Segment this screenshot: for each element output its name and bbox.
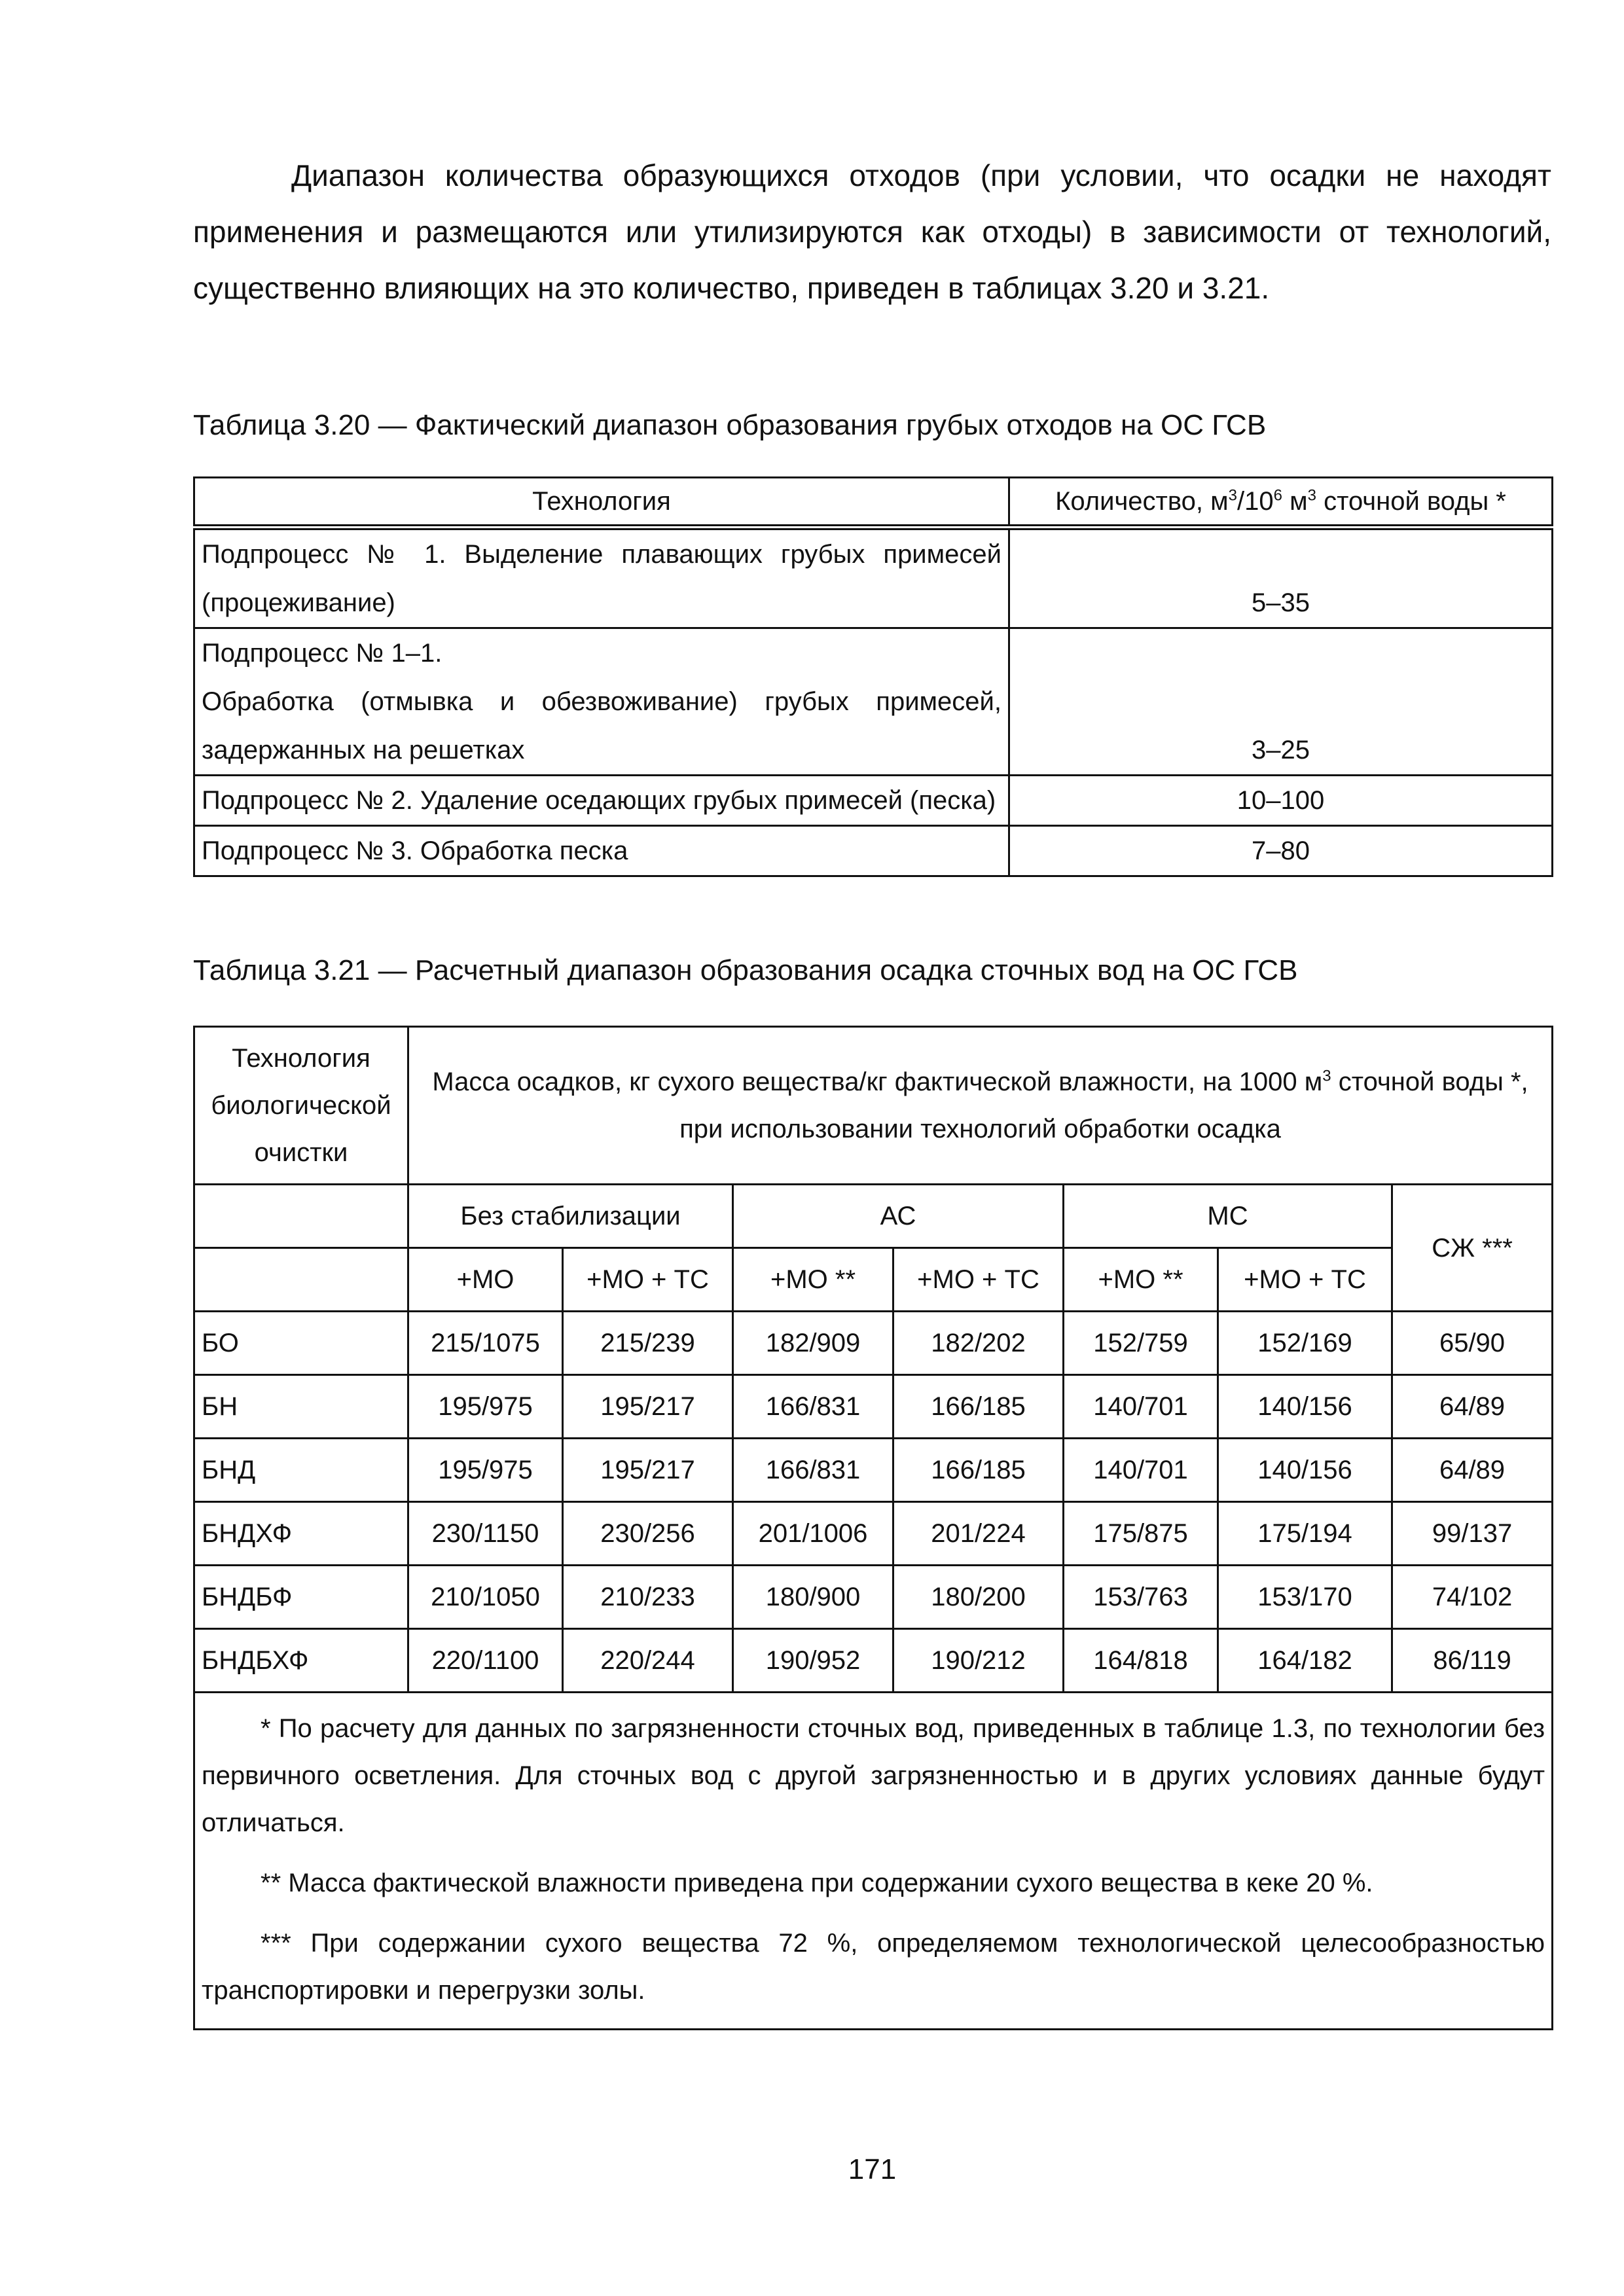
technology-cell: Подпроцесс № 3. Обработка песка [194,826,1009,876]
value-cell: 86/119 [1392,1629,1553,1693]
value-cell: 195/217 [563,1375,733,1439]
table-header-row [194,1027,1553,1185]
value-cell: 152/169 [1218,1312,1392,1375]
intro-paragraph: Диапазон количества образующихся отходов (при условии, что осадки не находят применения и размещаются или утилизируются как отходы) в зависимости от технологий, существенно влияющих на это количество, приведен в таблицах 3.20 и 3.21. [193,158,1551,305]
value-cell: 230/256 [563,1502,733,1566]
table-row [194,826,1553,876]
value-cell: 166/185 [893,1375,1064,1439]
value-cell: 175/194 [1218,1502,1392,1566]
quantity-cell: 5–35 [1009,528,1553,628]
value-cell: 180/900 [733,1566,893,1629]
value-cell: 210/1050 [408,1566,563,1629]
value-cell: 210/233 [563,1566,733,1629]
table-row [194,776,1553,826]
group-no-stabilization: Без стабилизации [408,1185,733,1248]
value-cell: 220/244 [563,1629,733,1693]
table-row [194,1312,1553,1375]
value-cell: 195/975 [408,1439,563,1502]
value-cell: 153/170 [1218,1566,1392,1629]
value-cell: 180/200 [893,1566,1064,1629]
table-group-row [194,1185,1553,1248]
document-page [193,0,1551,2296]
group-as: АС [733,1185,1064,1248]
technology-cell: Подпроцесс № 1–1. Обработка (отмывка и обезвоживание) грубых примесей, задержанных на решетках [194,628,1009,776]
group-ms: МС [1064,1185,1392,1248]
value-cell: 182/909 [733,1312,893,1375]
value-cell: 215/1075 [408,1312,563,1375]
table-row [194,1566,1553,1629]
value-cell: 182/202 [893,1312,1064,1375]
table-row [194,1629,1553,1693]
subheader-cell: +МО + ТС [563,1248,733,1312]
value-cell: 164/818 [1064,1629,1218,1693]
value-cell: 230/1150 [408,1502,563,1566]
value-cell: 140/701 [1064,1439,1218,1502]
header-technology: Технология биологической очистки [194,1027,408,1185]
page-number: 171 [848,2153,897,2185]
value-cell: 220/1100 [408,1629,563,1693]
header-technology: Технология [194,478,1009,528]
value-cell: 175/875 [1064,1502,1218,1566]
value-cell: 195/975 [408,1375,563,1439]
value-cell: 166/831 [733,1439,893,1502]
table-row [194,1375,1553,1439]
value-cell: 190/212 [893,1629,1064,1693]
table-3-21 [193,1026,1553,2030]
quantity-cell: 3–25 [1009,628,1553,776]
tech-cell: БН [194,1375,408,1439]
value-cell: 166/185 [893,1439,1064,1502]
value-cell: 153/763 [1064,1566,1218,1629]
group-szh: СЖ *** [1392,1185,1553,1312]
table-header-row [194,478,1553,528]
value-cell: 64/89 [1392,1375,1553,1439]
value-cell: 195/217 [563,1439,733,1502]
technology-cell: Подпроцесс № 1. Выделение плавающих грубых примесей (процеживание) [194,528,1009,628]
quantity-cell: 10–100 [1009,776,1553,826]
tech-cell: БО [194,1312,408,1375]
table-3-20-caption: Таблица 3.20 — Фактический диапазон образования грубых отходов на ОС ГСВ [193,409,1267,441]
tech-cell: БНДБФ [194,1566,408,1629]
value-cell: 166/831 [733,1375,893,1439]
table-row [194,1502,1553,1566]
subheader-cell: +МО + ТС [893,1248,1064,1312]
footnote: * По расчету для данных по загрязненности сточных вод, приведенных в таблице 1.3, по технологии без первичного осветления. Для сточных вод с другой загрязненностью и в других условиях данные будут отличаться. [202,1714,1545,1837]
table-subheader-row [194,1248,1553,1312]
value-cell: 152/759 [1064,1312,1218,1375]
table-row [194,628,1553,776]
quantity-cell: 7–80 [1009,826,1553,876]
value-cell: 140/156 [1218,1375,1392,1439]
empty-cell [194,1185,408,1248]
value-cell: 99/137 [1392,1502,1553,1566]
subheader-cell: +МО ** [1064,1248,1218,1312]
table-row [194,1439,1553,1502]
value-cell: 164/182 [1218,1629,1392,1693]
empty-cell [194,1248,408,1312]
table-row [194,528,1553,628]
header-mass: Масса осадков, кг сухого вещества/кг фактической влажности, на 1000 $м^3$ сточной воды *, при использовании технологий обработки осадка [408,1027,1553,1185]
value-cell: 140/156 [1218,1439,1392,1502]
table-notes-row [194,1693,1553,2030]
value-cell: 64/89 [1392,1439,1553,1502]
value-cell: 215/239 [563,1312,733,1375]
header-quantity: Количество, $м^3/10^6$ $м^3$ сточной воды * [1009,478,1553,528]
table-3-20 [193,476,1553,877]
footnote: ** Масса фактической влажности приведена при содержании сухого вещества в кеке 20 %. [261,1869,1373,1897]
value-cell: 74/102 [1392,1566,1553,1629]
table-3-21-caption: Таблица 3.21 — Расчетный диапазон образования осадка сточных вод на ОС ГСВ [193,954,1298,986]
value-cell: 140/701 [1064,1375,1218,1439]
value-cell: 201/224 [893,1502,1064,1566]
subheader-cell: +МО ** [733,1248,893,1312]
value-cell: 65/90 [1392,1312,1553,1375]
technology-cell: Подпроцесс № 2. Удаление оседающих грубых примесей (песка) [194,776,1009,826]
tech-cell: БНДХФ [194,1502,408,1566]
value-cell: 201/1006 [733,1502,893,1566]
value-cell: 190/952 [733,1629,893,1693]
subheader-cell: +МО + ТС [1218,1248,1392,1312]
tech-cell: БНД [194,1439,408,1502]
subheader-cell: +МО [408,1248,563,1312]
footnote: *** При содержании сухого вещества 72 %, определяемом технологической целесообразностью транспортировки и перегрузки золы. [202,1929,1545,2005]
table-notes [194,1693,1553,2030]
tech-cell: БНДБХФ [194,1629,408,1693]
